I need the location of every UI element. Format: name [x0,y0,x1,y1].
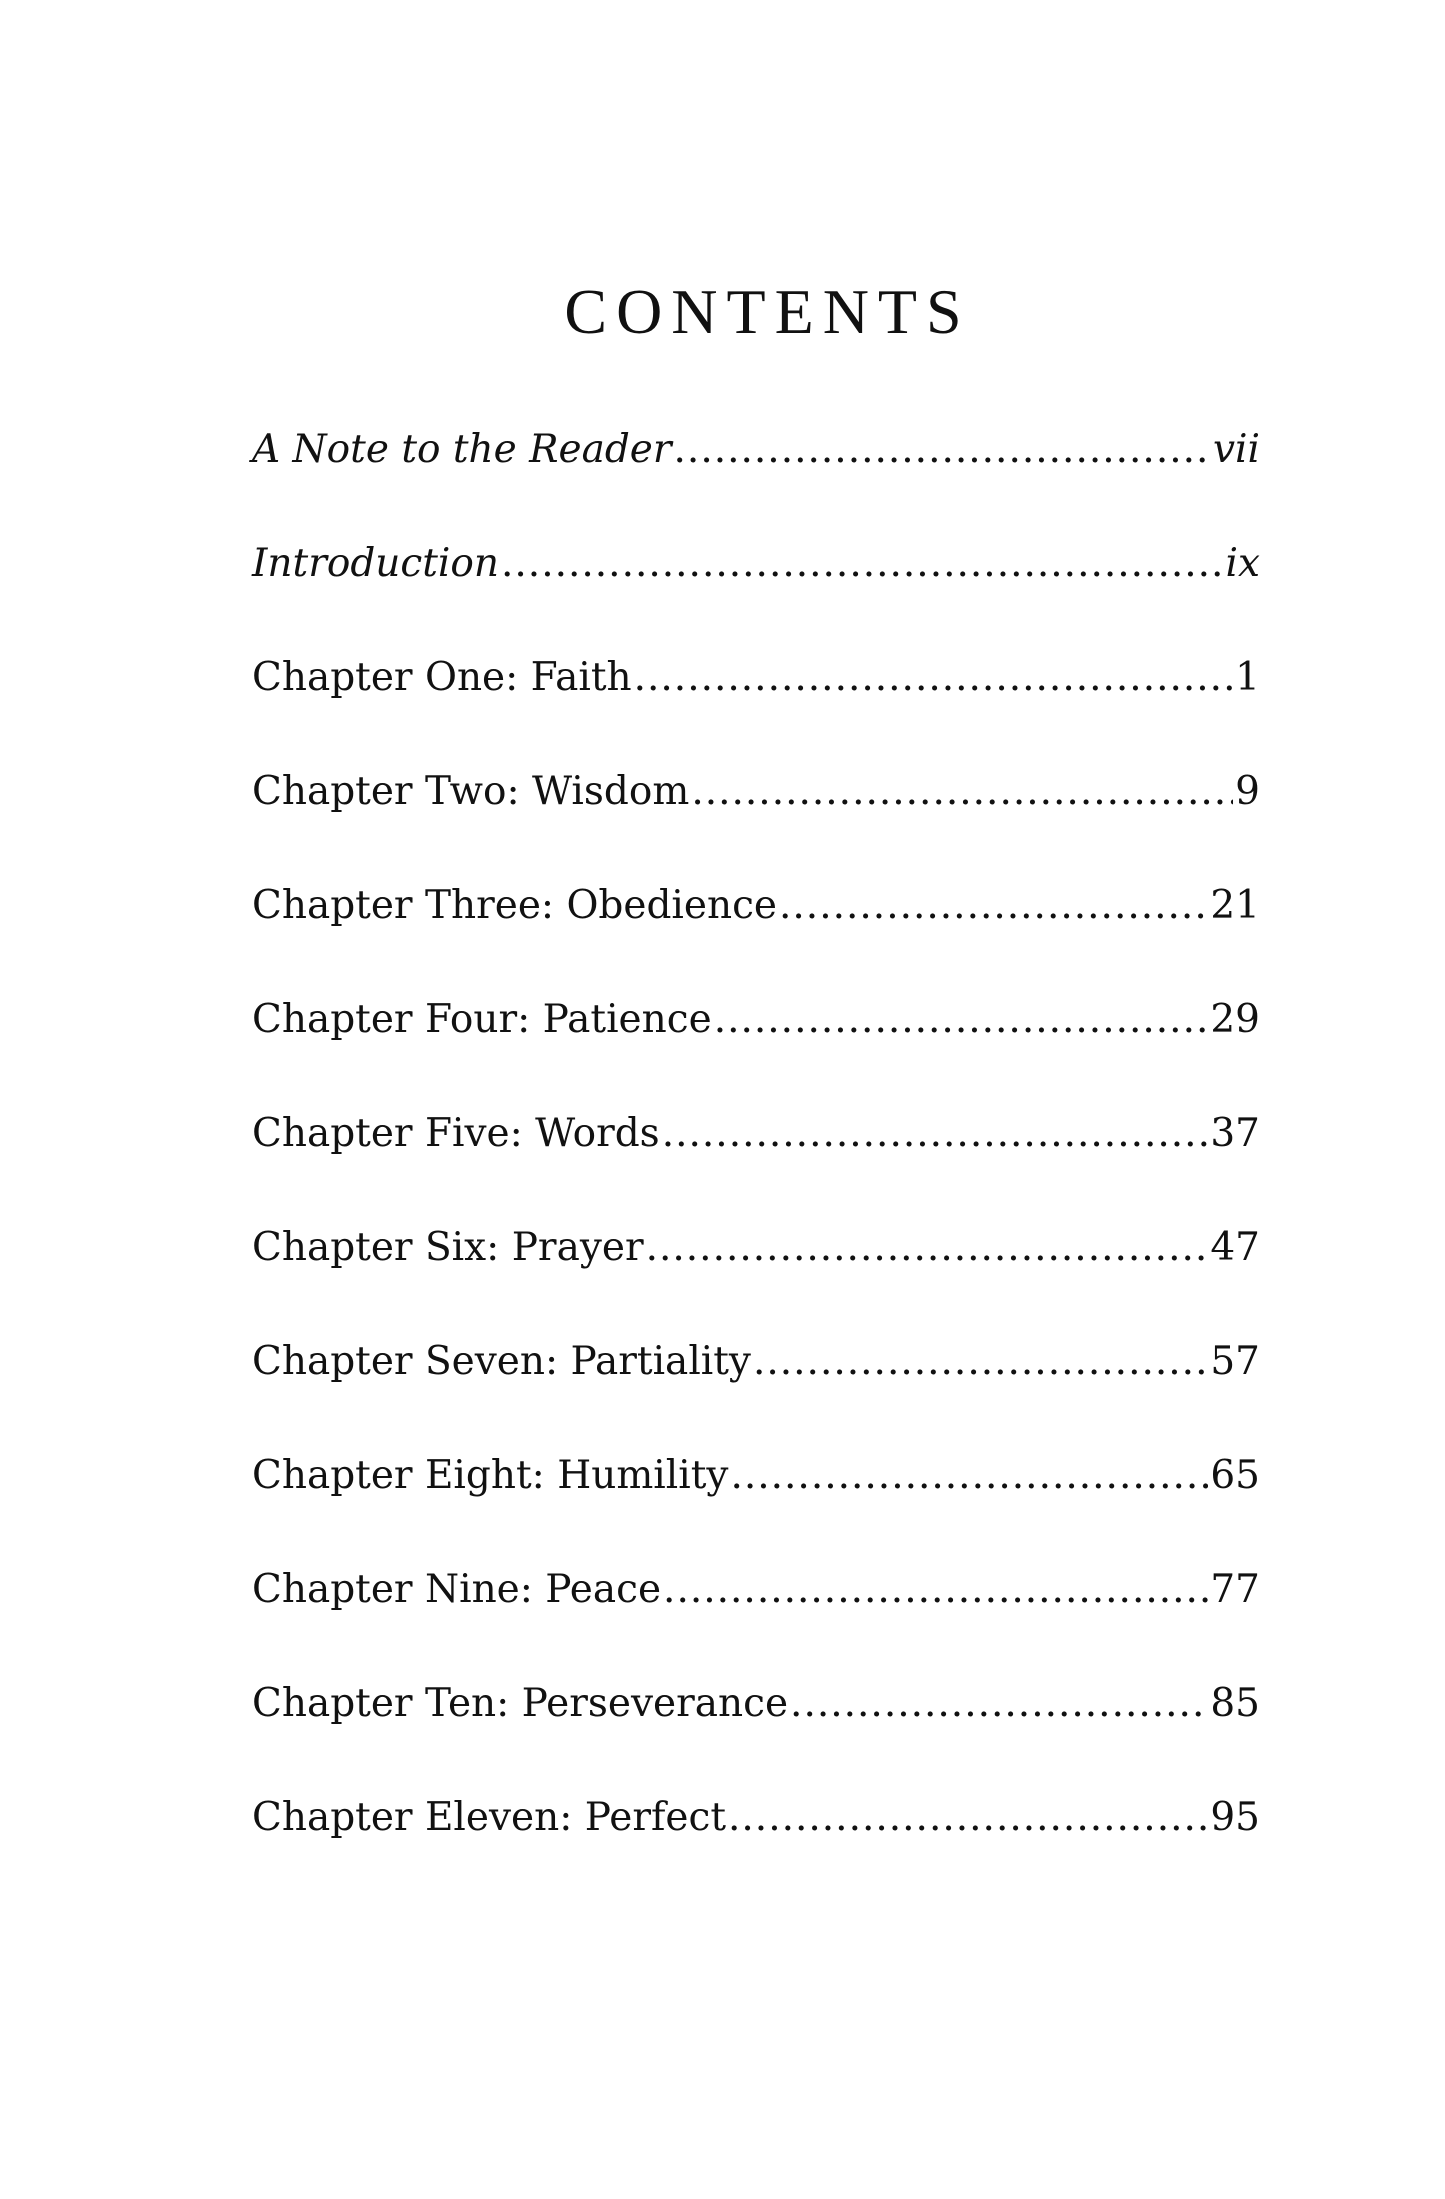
toc-entry-page: 29 [1210,997,1260,1042]
toc-dot-leader [728,1778,1208,1858]
toc-entry-label: Chapter Two: Wisdom [252,769,690,814]
toc-entry-label: Chapter One: Faith [252,655,632,700]
toc-entry-label: Chapter Nine: Peace [252,1567,662,1612]
toc-entry-page: 9 [1235,769,1260,814]
toc-entry-page: 85 [1210,1681,1260,1726]
toc-dot-leader [501,524,1224,604]
toc-entry-page: ix [1225,541,1260,586]
toc-entry [252,524,1260,638]
toc-entry-page: 57 [1210,1339,1260,1384]
toc-entry-label: Introduction [252,541,499,586]
toc-dot-leader [790,1664,1208,1744]
toc-entry-label: Chapter Ten: Perseverance [252,1681,789,1726]
toc-entry-page: 37 [1210,1111,1260,1156]
toc-entry [252,1664,1260,1778]
toc-entry [252,638,1260,752]
toc-dot-leader [779,866,1208,946]
toc-entry-label: Chapter Eleven: Perfect [252,1795,726,1840]
toc-dot-leader [691,752,1233,832]
toc-entry [252,1778,1260,1892]
toc-dot-leader [730,1436,1208,1516]
toc-dot-leader [634,638,1234,718]
toc-entry [252,1322,1260,1436]
toc-entry [252,866,1260,980]
toc-dot-leader [674,410,1211,490]
toc-entry [252,1550,1260,1664]
toc-entry-label: Chapter Eight: Humility [252,1453,729,1498]
toc-dot-leader [753,1322,1208,1402]
toc-entry-page: 95 [1210,1795,1260,1840]
toc-entry-page: 47 [1210,1225,1260,1270]
toc-entry-label: Chapter Four: Patience [252,997,712,1042]
toc-dot-leader [662,1094,1209,1174]
toc-entry-page: 21 [1210,883,1260,928]
toc-entry-page: vii [1213,427,1260,472]
toc-dot-leader [714,980,1209,1060]
toc-entry-page: 77 [1210,1567,1260,1612]
toc-entry [252,752,1260,866]
table-of-contents [252,410,1260,1892]
toc-entry [252,980,1260,1094]
toc-entry [252,1208,1260,1322]
toc-entry-label: Chapter Seven: Partiality [252,1339,751,1384]
toc-entry-label: A Note to the Reader [252,427,672,472]
toc-dot-leader [646,1208,1209,1288]
toc-entry [252,1094,1260,1208]
toc-entry-page: 65 [1210,1453,1260,1498]
page-title: CONTENTS [564,276,971,347]
toc-entry [252,1436,1260,1550]
toc-entry-page: 1 [1235,655,1260,700]
toc-entry-label: Chapter Three: Obedience [252,883,778,928]
toc-entry-label: Chapter Six: Prayer [252,1225,644,1270]
toc-dot-leader [663,1550,1208,1630]
toc-entry-label: Chapter Five: Words [252,1111,660,1156]
toc-entry [252,410,1260,524]
